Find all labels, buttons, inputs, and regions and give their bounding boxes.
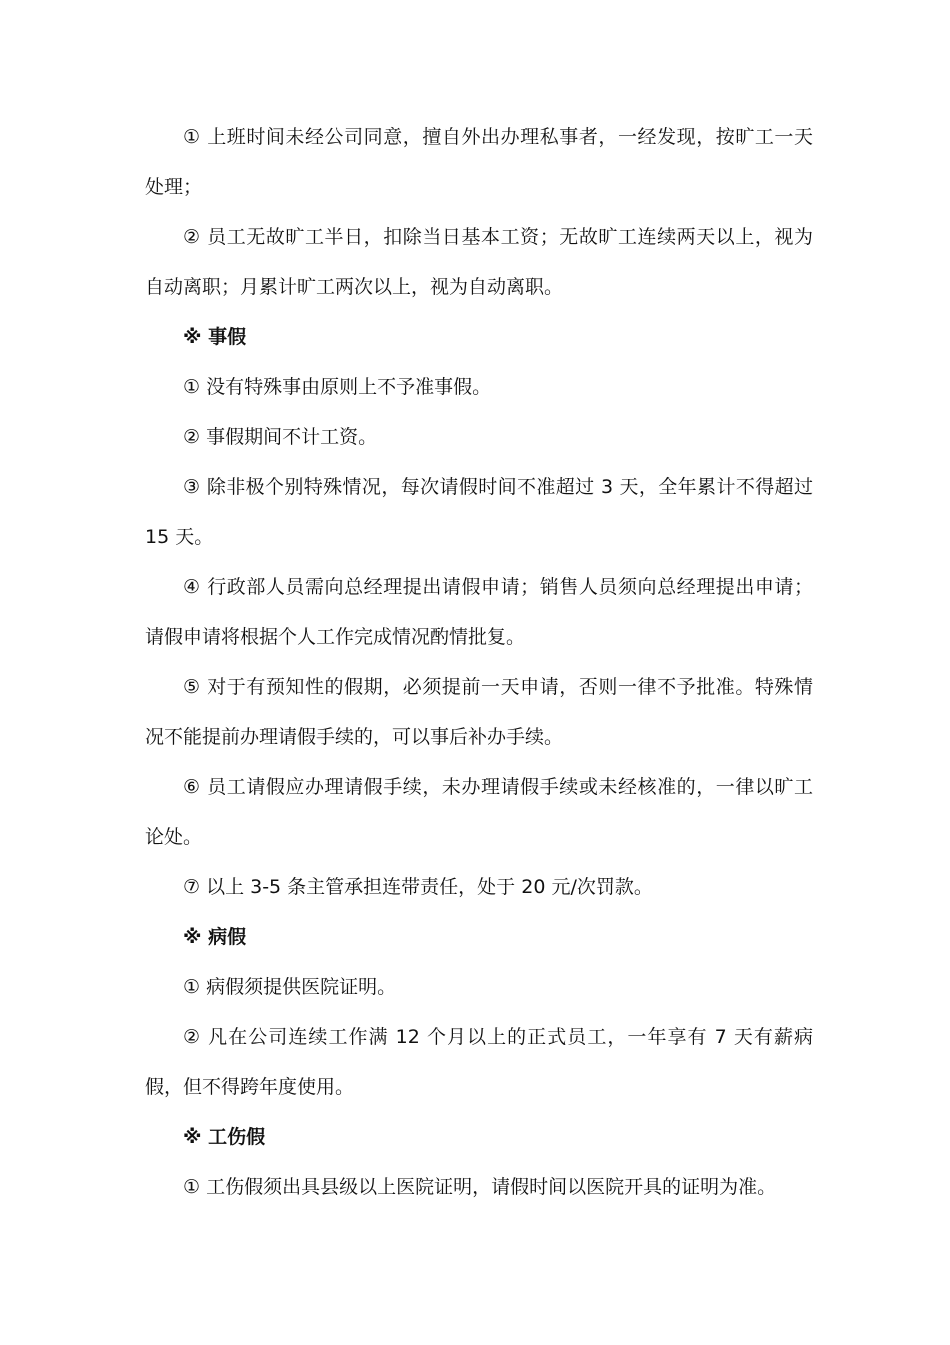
- document-body: [145, 112, 813, 1212]
- paragraph-absence-rule-1: ① 上班时间未经公司同意，擅自外出办理私事者，一经发现，按旷工一天处理；: [145, 126, 813, 198]
- paragraph-absence-rule-2: ② 员工无故旷工半日，扣除当日基本工资；无故旷工连续两天以上，视为自动离职；月累计旷工两次以上，视为自动离职。: [145, 226, 813, 298]
- heading-sick-leave: ※ 病假: [183, 926, 247, 948]
- paragraph-personal-leave-4: ④ 行政部人员需向总经理提出请假申请；销售人员须向总经理提出申请；请假申请将根据个人工作完成情况酌情批复。: [145, 576, 813, 648]
- paragraph-injury-leave-1: ① 工伤假须出具县级以上医院证明，请假时间以医院开具的证明为准。: [183, 1176, 777, 1198]
- paragraph-sick-leave-2: ② 凡在公司连续工作满 12 个月以上的正式员工，一年享有 7 天有薪病假，但不得跨年度使用。: [145, 1026, 813, 1098]
- paragraph-personal-leave-1: ① 没有特殊事由原则上不予准事假。: [183, 376, 492, 398]
- paragraph-personal-leave-5: ⑤ 对于有预知性的假期，必须提前一天申请，否则一律不予批准。特殊情况不能提前办理请假手续的，可以事后补办手续。: [145, 676, 813, 748]
- paragraph-personal-leave-3: ③ 除非极个别特殊情况，每次请假时间不准超过 3 天，全年累计不得超过 15 天。: [145, 476, 813, 548]
- paragraph-sick-leave-1: ① 病假须提供医院证明。: [183, 976, 397, 998]
- heading-injury-leave: ※ 工伤假: [183, 1126, 266, 1148]
- paragraph-personal-leave-7: ⑦ 以上 3-5 条主管承担连带责任，处于 20 元/次罚款。: [183, 876, 653, 898]
- paragraph-personal-leave-6: ⑥ 员工请假应办理请假手续，未办理请假手续或未经核准的，一律以旷工论处。: [145, 776, 813, 848]
- paragraph-personal-leave-2: ② 事假期间不计工资。: [183, 426, 378, 448]
- heading-personal-leave: ※ 事假: [183, 326, 247, 348]
